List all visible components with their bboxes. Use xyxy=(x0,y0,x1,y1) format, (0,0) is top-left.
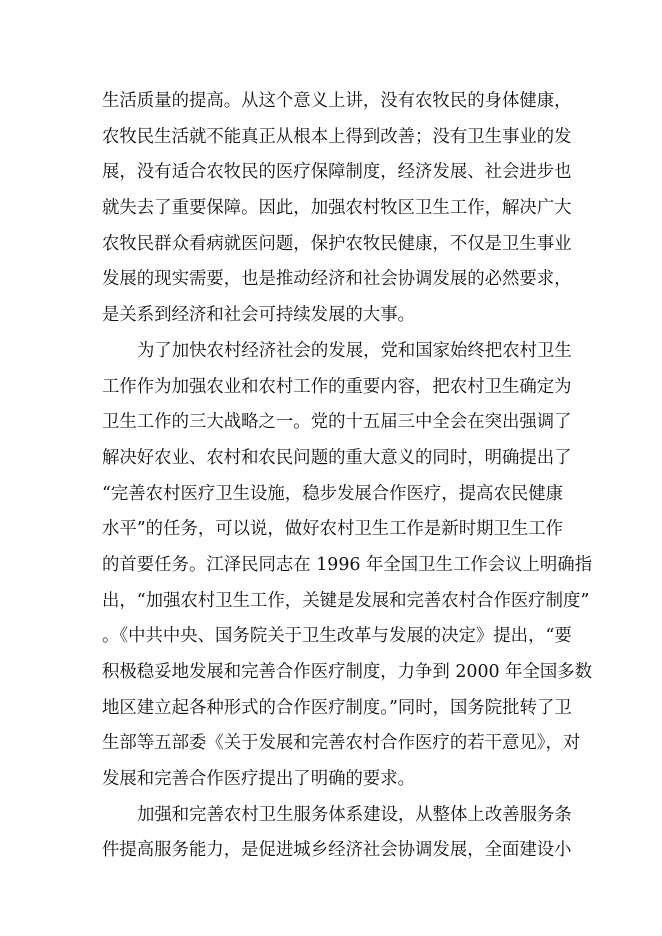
text-line: 展，没有适合农牧民的医疗保障制度，经济发展、社会进步也 xyxy=(102,162,572,183)
body-text xyxy=(102,84,593,869)
text-line: 解决好农业、农村和农民问题的重大意义的同时，明确提出了 xyxy=(102,447,572,468)
text-line: 件提高服务能力，是促进城乡经济社会协调发展，全面建设小 xyxy=(102,840,572,861)
text-line: 加强和完善农村卫生服务体系建设，从整体上改善服务条 xyxy=(137,804,572,825)
text-line: 积极稳妥地发展和完善合作医疗制度，力争到 2000 年全国多数 xyxy=(102,662,593,682)
text-line: 卫生工作的三大战略之一。党的十五届三中全会在突出强调了 xyxy=(102,412,572,433)
text-line: “完善农村医疗卫生设施，稳步发展合作医疗，提高农民健康 xyxy=(102,483,564,504)
text-line: 为了加快农村经济社会的发展，党和国家始终把农村卫生 xyxy=(137,340,572,361)
text-line: 就失去了重要保障。因此，加强农村牧区卫生工作，解决广大 xyxy=(102,198,572,219)
text-line: 地区建立起各种形式的合作医疗制度。”同时，国务院批转了卫 xyxy=(102,697,572,718)
text-line: 的首要任务。江泽民同志在 1996 年全国卫生工作会议上明确指 xyxy=(102,554,593,575)
text-line: 出，“加强农村卫生工作，关键是发展和完善农村合作医疗制度” xyxy=(102,590,590,611)
text-line: 。《中共中央、国务院关于卫生改革与发展的决定》提出，“要 xyxy=(102,626,572,647)
text-line: 农牧民生活就不能真正从根本上得到改善；没有卫生事业的发 xyxy=(102,126,572,147)
text-line: 工作作为加强农业和农村工作的重要内容，把农村卫生确定为 xyxy=(102,376,572,397)
text-line: 生部等五部委《关于发展和完善农村合作医疗的若干意见》，对 xyxy=(102,733,581,754)
text-line: 是关系到经济和社会可持续发展的大事。 xyxy=(102,305,416,326)
text-line: 农牧民群众看病就医问题，保护农牧民健康，不仅是卫生事业 xyxy=(102,233,572,254)
text-line: 水平”的任务，可以说，做好农村卫生工作是新时期卫生工作 xyxy=(102,519,564,540)
text-line: 发展和完善合作医疗提出了明确的要求。 xyxy=(102,769,416,790)
text-line: 生活质量的提高。从这个意义上讲，没有农牧民的身体健康， xyxy=(102,91,572,111)
text-line: 发展的现实需要，也是推动经济和社会协调发展的必然要求， xyxy=(102,269,572,290)
